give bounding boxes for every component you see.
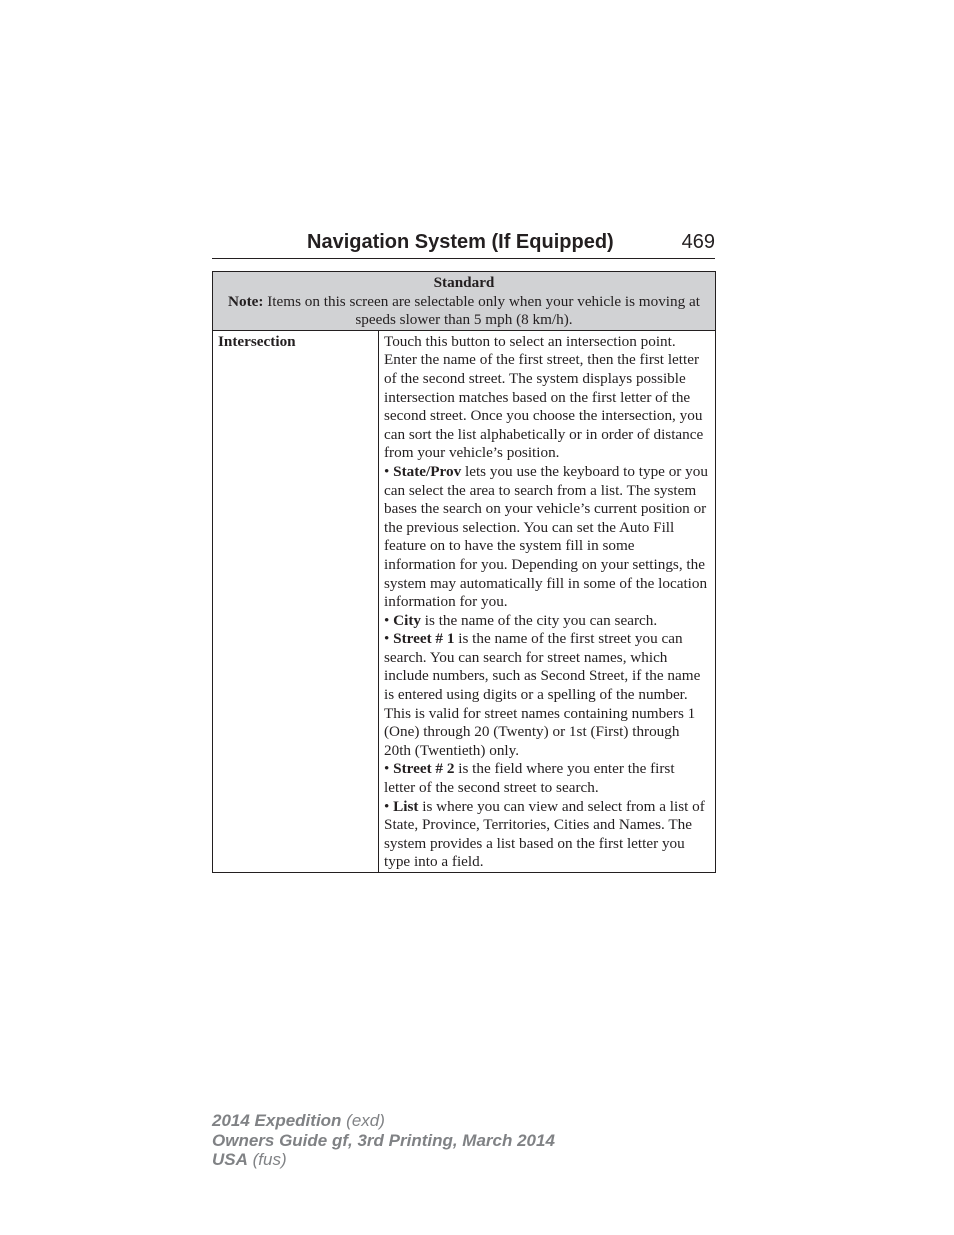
bullet: • xyxy=(384,797,390,815)
item-text: is the name of the first street you can search. You can search for street names, which include numbers, such as Second Street, if the name is entered using digits or a spelling of the number. This is valid for street names containing numbers 1 (One) through 20 (Twenty) or 1st (First) through 20th (Twentieth) only. xyxy=(384,630,701,759)
item-text: is the name of the city you can search. xyxy=(420,611,658,629)
row-label: Intersection xyxy=(213,330,379,872)
item-text: is where you can view and select from a list of State, Province, Territories, Cities and Names. The system provides a list based on the first letter you type into a field. xyxy=(384,797,705,871)
item-term: State/Prov xyxy=(393,462,462,480)
page-header xyxy=(212,229,715,259)
bullet: • xyxy=(384,630,390,648)
bullet: • xyxy=(384,462,390,480)
item-text: is the field where you enter the first letter of the second street to search. xyxy=(384,760,675,797)
list-item xyxy=(384,463,709,612)
footer-model: 2014 Expedition xyxy=(212,1111,342,1130)
list-item xyxy=(384,760,709,797)
footer-market: USA xyxy=(212,1150,248,1169)
feature-table xyxy=(212,271,716,873)
table-row xyxy=(213,330,716,872)
list-item xyxy=(384,612,709,631)
footer-market-line xyxy=(212,1150,555,1170)
page-footer xyxy=(212,1111,555,1170)
item-term: Street # 2 xyxy=(393,760,455,778)
footer-market-code: (fus) xyxy=(247,1150,287,1169)
table-heading: Standard xyxy=(433,274,495,291)
footer-guide: Owners Guide gf, 3rd Printing, March 2014 xyxy=(212,1130,555,1150)
page-number: 469 xyxy=(681,231,715,253)
footer-model-line xyxy=(212,1111,555,1131)
note-label: Note: xyxy=(228,292,264,310)
note-text: Items on this screen are selectable only when your vehicle is moving at speeds slower than 5 mph (8 km/h). xyxy=(263,292,700,329)
footer-model-code: (exd) xyxy=(341,1111,385,1130)
intro-paragraph: Touch this button to select an intersection point. Enter the name of the first street, then the first letter of the second street. The system displays possible intersection matches based on the first letter of the second street. Once you choose the intersection, you can sort the list alphabetically or in order of distance from your vehicle’s position. xyxy=(384,332,704,462)
bullet: • xyxy=(384,611,390,629)
footer-guide-line xyxy=(212,1131,555,1151)
list-item xyxy=(384,798,709,872)
list-item xyxy=(384,630,709,760)
item-text: lets you use the keyboard to type or you can select the area to search from a list. The system bases the search on your vehicle’s current position or the previous selection. You can set the Auto Fill feature on to have the system fill in some information for you. Depending on your settings, the system may automatically fill in some of the location information for you. xyxy=(384,462,708,611)
table-header-row xyxy=(213,272,716,331)
row-description xyxy=(379,330,716,872)
bullet: • xyxy=(384,760,390,778)
item-term: Street # 1 xyxy=(393,630,455,648)
table-header-cell xyxy=(213,272,716,331)
section-title: Navigation System (If Equipped) xyxy=(307,231,614,253)
item-term: List xyxy=(393,797,419,815)
item-term: City xyxy=(393,611,421,629)
